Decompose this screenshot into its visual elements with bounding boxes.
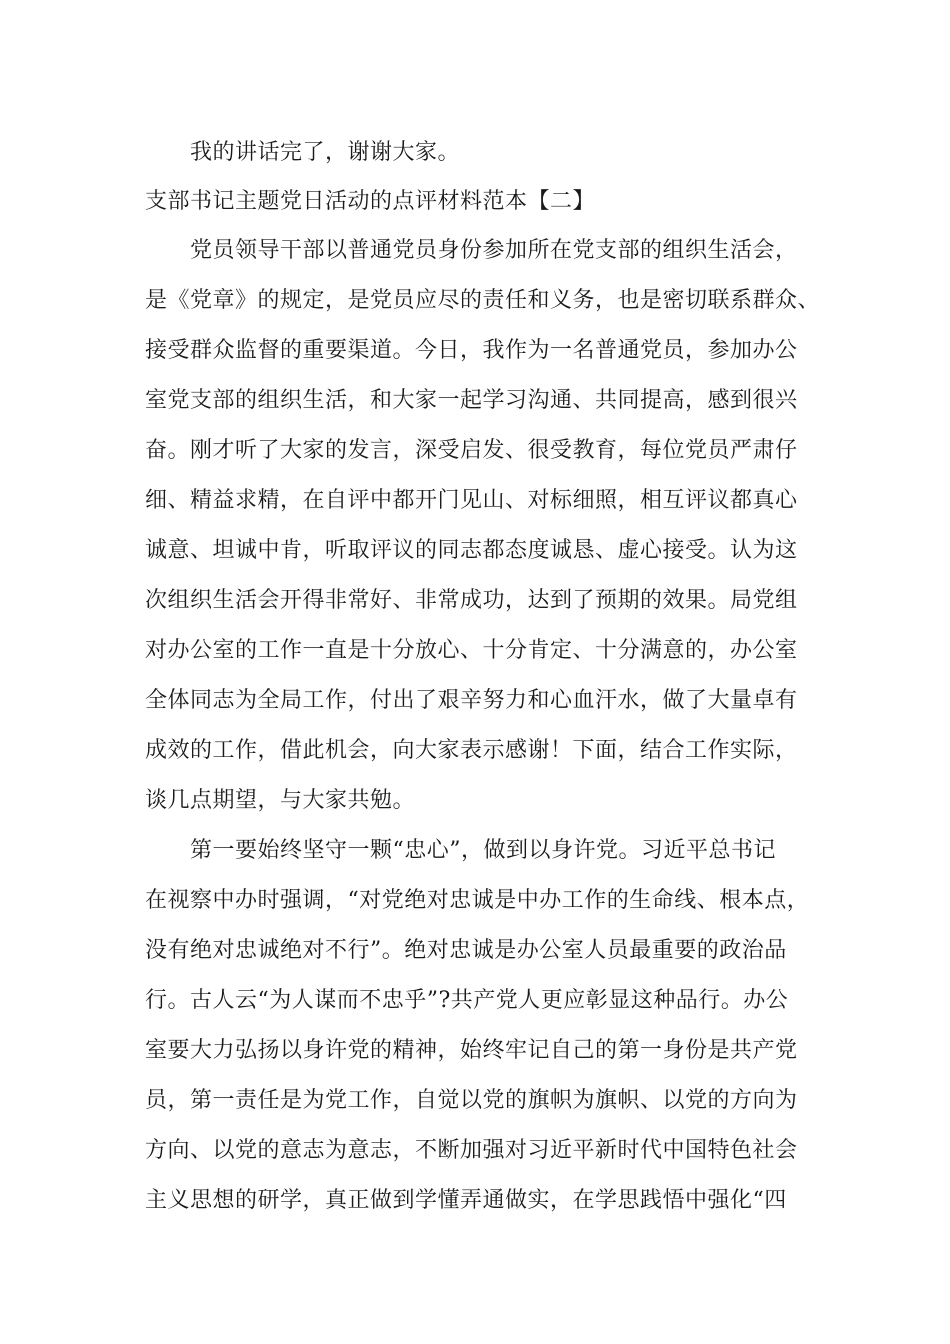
paragraph-1-line-3: 接受群众监督的重要渠道。今日，我作为一名普通党员，参加办公: [145, 338, 798, 363]
paragraph-2-line-4: 行。古人云“为人谋而不忠乎”?共产党人更应彰显这种品行。办公: [145, 988, 789, 1013]
paragraph-1-line-1: 党员领导干部以普通党员身份参加所在党支部的组织生活会，: [190, 238, 798, 263]
paragraph-2-line-2: 在视察中办时强调，“对党绝对忠诚是中办工作的生命线、根本点，: [145, 888, 810, 913]
paragraph-1-line-11: 成效的工作，借此机会，向大家表示感谢！下面，结合工作实际，: [145, 738, 798, 763]
paragraph-2-line-3: 没有绝对忠诚绝对不行”。绝对忠诚是办公室人员最重要的政治品: [145, 938, 787, 963]
paragraph-1-line-10: 全体同志为全局工作，付出了艰辛努力和心血汗水，做了大量卓有: [145, 688, 798, 713]
section-heading: 支部书记主题党日活动的点评材料范本【二】: [145, 189, 596, 214]
paragraph-1-line-12: 谈几点期望，与大家共勉。: [145, 788, 416, 813]
paragraph-2-line-6: 员，第一责任是为党工作，自觉以党的旗帜为旗帜、以党的方向为: [145, 1088, 798, 1113]
paragraph-1-line-5: 奋。刚才听了大家的发言，深受启发、很受教育，每位党员严肃仔: [145, 438, 798, 463]
paragraph-1-line-7: 诚意、坦诚中肯，听取评议的同志都态度诚恳、虚心接受。认为这: [145, 538, 798, 563]
paragraph-1-line-4: 室党支部的组织生活，和大家一起学习沟通、共同提高，感到很兴: [145, 388, 798, 413]
paragraph-2-line-8: 主义思想的研学，真正做到学懂弄通做实，在学思践悟中强化“四: [145, 1188, 787, 1213]
paragraph-2-line-5: 室要大力弘扬以身许党的精神，始终牢记自己的第一身份是共产党: [145, 1038, 798, 1063]
paragraph-2-line-1: 第一要始终坚守一颗“忠心”，做到以身许党。习近平总书记: [190, 838, 776, 863]
paragraph-1-line-6: 细、精益求精，在自评中都开门见山、对标细照，相互评议都真心: [145, 488, 798, 513]
paragraph-1-line-2: 是《党章》的规定，是党员应尽的责任和义务，也是密切联系群众、: [145, 288, 821, 313]
paragraph-2-line-7: 方向、以党的意志为意志，不断加强对习近平新时代中国特色社会: [145, 1138, 798, 1163]
paragraph-1-line-9: 对办公室的工作一直是十分放心、十分肯定、十分满意的，办公室: [145, 638, 798, 663]
closing-remark: 我的讲话完了，谢谢大家。: [190, 140, 461, 165]
paragraph-1-line-8: 次组织生活会开得非常好、非常成功，达到了预期的效果。局党组: [145, 588, 798, 613]
